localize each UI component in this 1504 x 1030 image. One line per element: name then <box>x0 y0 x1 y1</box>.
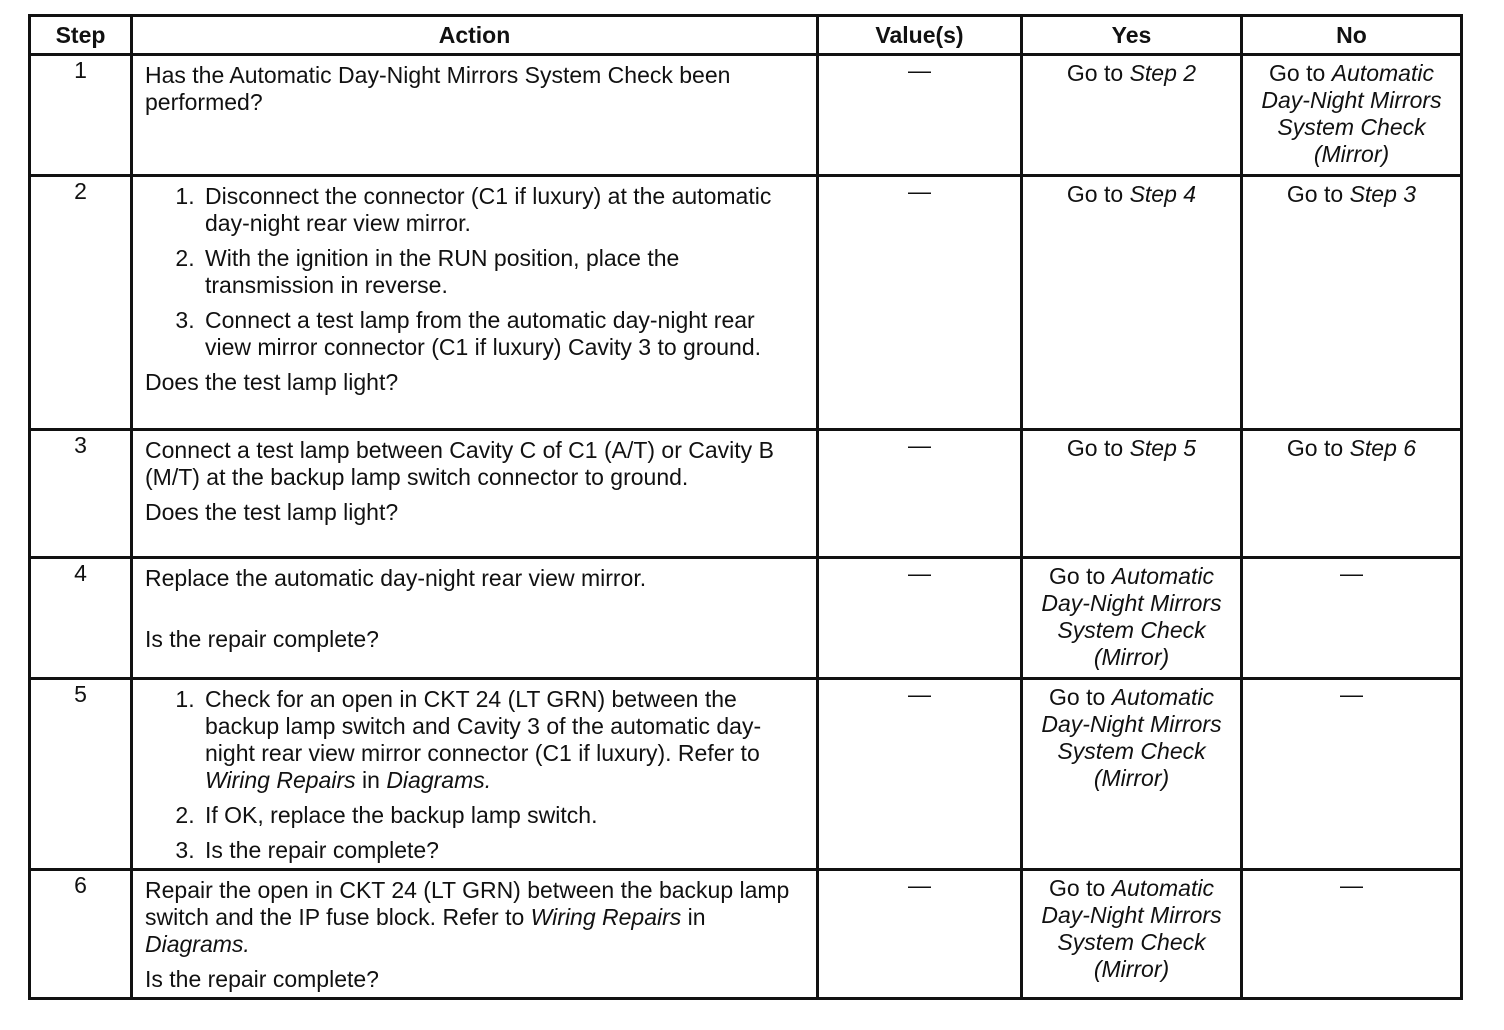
yes-link[interactable]: Automatic Day-Night Mirrors System Check (Mirror) <box>1041 563 1222 670</box>
yes-cell <box>1022 55 1242 176</box>
table-row <box>30 55 1462 176</box>
value-cell: — <box>818 558 1022 679</box>
action-text: Replace the automatic day-night rear view mirror. <box>145 565 647 591</box>
yes-cell <box>1022 558 1242 679</box>
no-link[interactable]: Step 3 <box>1349 181 1417 207</box>
action-step-item: 3. Connect a test lamp from the automatic day-night rear view mirror connector (C1 if luxury) Cavity 3 to ground. <box>201 307 804 361</box>
table-row <box>30 430 1462 558</box>
action-cell <box>132 176 818 430</box>
yes-cell <box>1022 679 1242 870</box>
value-cell: — <box>818 176 1022 430</box>
no-cell <box>1242 55 1462 176</box>
action-steps <box>145 183 804 361</box>
no-prefix: Go to <box>1269 60 1332 86</box>
yes-link[interactable]: Step 5 <box>1129 435 1197 461</box>
header-step: Step <box>30 16 132 55</box>
action-step-item: 3. Is the repair complete? <box>201 837 804 864</box>
header-yes: Yes <box>1022 16 1242 55</box>
yes-prefix: Go to <box>1049 684 1112 710</box>
yes-prefix: Go to <box>1049 875 1112 901</box>
no-link[interactable]: Step 6 <box>1349 435 1417 461</box>
value-cell: — <box>818 430 1022 558</box>
table-row <box>30 870 1462 999</box>
action-cell <box>132 55 818 176</box>
step-number: 5 <box>30 679 132 870</box>
yes-cell <box>1022 870 1242 999</box>
action-text: Connect a test lamp between Cavity C of C1 (A/T) or Cavity B (M/T) at the backup lamp switch connector to ground. <box>145 437 774 490</box>
action-question: Does the test lamp light? <box>145 369 399 395</box>
action-cell <box>132 679 818 870</box>
action-step-item: 1. Disconnect the connector (C1 if luxury) at the automatic day-night rear view mirror. <box>201 183 804 237</box>
value-cell: — <box>818 870 1022 999</box>
action-cell <box>132 430 818 558</box>
diagrams-link[interactable]: Diagrams. <box>386 767 492 793</box>
action-question: Does the test lamp light? <box>145 499 399 525</box>
yes-link[interactable]: Automatic Day-Night Mirrors System Check (Mirror) <box>1041 684 1222 791</box>
no-cell: — <box>1242 558 1462 679</box>
action-step-text: in <box>355 767 387 793</box>
header-row <box>30 16 1462 55</box>
header-action: Action <box>132 16 818 55</box>
value-cell: — <box>818 679 1022 870</box>
header-values: Value(s) <box>818 16 1022 55</box>
yes-prefix: Go to <box>1049 563 1112 589</box>
yes-cell <box>1022 176 1242 430</box>
step-number: 6 <box>30 870 132 999</box>
action-question: Is the repair complete? <box>145 966 379 992</box>
action-text-part: Repair the open in CKT 24 (LT GRN) between the backup lamp switch and the IP fuse block. Refer to <box>145 877 790 930</box>
action-step-text: Check for an open in CKT 24 (LT GRN) between the backup lamp switch and Cavity 3 of the automatic day-night rear view mirror connector (C1 if luxury). Refer to <box>205 686 762 766</box>
action-step-item <box>201 686 804 794</box>
action-question: Is the repair complete? <box>145 626 379 652</box>
action-cell <box>132 870 818 999</box>
step-number: 3 <box>30 430 132 558</box>
table-row <box>30 558 1462 679</box>
yes-link[interactable]: Automatic Day-Night Mirrors System Check (Mirror) <box>1041 875 1222 982</box>
diagnostic-table <box>28 14 1463 1000</box>
yes-prefix: Go to <box>1066 435 1130 461</box>
no-prefix: Go to <box>1286 181 1350 207</box>
yes-prefix: Go to <box>1066 60 1130 86</box>
wiring-repairs-link[interactable]: Wiring Repairs <box>205 767 356 793</box>
wiring-repairs-link[interactable]: Wiring Repairs <box>530 904 682 930</box>
action-steps <box>145 686 804 864</box>
value-cell: — <box>818 55 1022 176</box>
table-row <box>30 679 1462 870</box>
no-cell <box>1242 176 1462 430</box>
no-prefix: Go to <box>1286 435 1350 461</box>
yes-cell <box>1022 430 1242 558</box>
header-no: No <box>1242 16 1462 55</box>
yes-link[interactable]: Step 4 <box>1129 181 1197 207</box>
step-number: 2 <box>30 176 132 430</box>
no-cell: — <box>1242 870 1462 999</box>
action-step-item: 2. With the ignition in the RUN position, place the transmission in reverse. <box>201 245 804 299</box>
no-cell: — <box>1242 679 1462 870</box>
action-cell <box>132 558 818 679</box>
step-number: 1 <box>30 55 132 176</box>
yes-prefix: Go to <box>1066 181 1130 207</box>
action-text-part: in <box>681 904 706 930</box>
table-row <box>30 176 1462 430</box>
diagrams-link[interactable]: Diagrams. <box>145 931 250 957</box>
no-cell <box>1242 430 1462 558</box>
yes-link[interactable]: Step 2 <box>1129 60 1197 86</box>
no-link[interactable]: Automatic Day-Night Mirrors System Check (Mirror) <box>1261 60 1442 167</box>
step-number: 4 <box>30 558 132 679</box>
action-text <box>145 877 804 958</box>
action-step-item: 2. If OK, replace the backup lamp switch. <box>201 802 804 829</box>
action-text: Has the Automatic Day-Night Mirrors System Check been performed? <box>145 62 731 115</box>
